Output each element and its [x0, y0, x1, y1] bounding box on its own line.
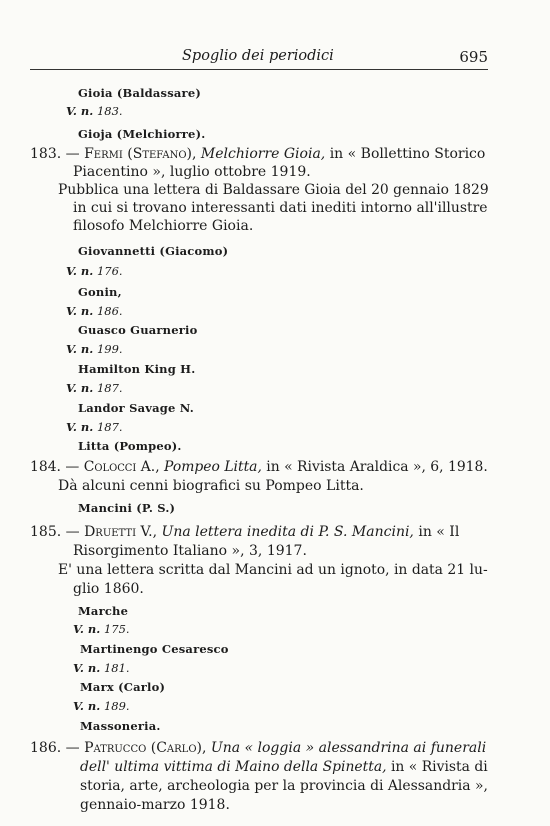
entry-author: Colocci A.,	[83, 459, 160, 475]
subject-heading: Martinengo Cesaresco	[80, 642, 229, 656]
entry-186-line: 186. — Patrucco (Carlo), Una « loggia » alessandrina ai funerali	[30, 740, 487, 756]
cross-reference: V. n. 199.	[66, 342, 123, 356]
page-number: 695	[459, 48, 488, 66]
subject-heading: Landor Savage N.	[78, 401, 194, 415]
entry-184-line: 184. — Colocci A., Pompeo Litta, in « Rivista Araldica », 6, 1918.	[30, 459, 488, 475]
cross-reference: V. n. 181.	[73, 661, 130, 675]
subject-heading: Marx (Carlo)	[80, 680, 166, 694]
entry-186-line: dell' ultima vittima di Maino della Spinetta, in « Rivista di	[80, 759, 488, 775]
entry-author: Fermi (Stefano),	[84, 146, 197, 162]
subject-heading: Massoneria.	[80, 719, 161, 733]
cross-reference: V. n. 176.	[66, 264, 123, 278]
subject-heading: Marche	[78, 604, 129, 618]
entry-title: Melchiorre Gioia,	[200, 146, 326, 162]
subject-heading: Litta (Pompeo).	[78, 439, 182, 453]
subject-heading: Hamilton King H.	[78, 362, 196, 376]
entry-author: Patrucco (Carlo),	[84, 740, 207, 756]
entry-number: 185.	[30, 524, 62, 540]
subject-heading: Guasco Guarnerio	[78, 323, 198, 337]
entry-number: 183.	[30, 146, 62, 162]
entry-author: Druetti V.,	[84, 524, 158, 540]
entry-number: 184.	[30, 459, 61, 475]
subject-heading: Gioia (Baldassare)	[78, 86, 201, 100]
entry-185-line: Risorgimento Italiano », 3, 1917.	[73, 543, 307, 559]
entry-185-description: glio 1860.	[73, 581, 144, 597]
entry-186-line: storia, arte, archeologia per la provincia di Alessandria »,	[80, 778, 488, 794]
cross-reference: V. n. 187.	[66, 381, 123, 395]
entry-title: Una lettera inedita di P. S. Mancini,	[161, 524, 414, 540]
entry-185-description: E' una lettera scritta dal Mancini ad un ignoto, in data 21 lu-	[58, 562, 488, 578]
running-title: Spoglio dei periodici	[182, 48, 334, 64]
entry-title: Pompeo Litta,	[164, 459, 262, 475]
entry-183-description: in cui si trovano interessanti dati inediti intorno all'illustre	[73, 200, 488, 216]
page-header	[30, 48, 488, 70]
entry-number: 186.	[30, 740, 62, 756]
entry-title: dell' ultima vittima di Maino della Spinetta,	[80, 759, 387, 775]
entry-183-description: Pubblica una lettera di Baldassare Gioia del 20 gennaio 1829	[58, 182, 489, 198]
cross-reference: V. n. 187.	[66, 420, 123, 434]
entry-185-line: 185. — Druetti V., Una lettera inedita di P. S. Mancini, in « Il	[30, 524, 460, 540]
cross-reference: V. n. 175.	[73, 622, 130, 636]
subject-heading: Gioja (Melchiorre).	[78, 127, 206, 141]
cross-reference: V. n. 186.	[66, 304, 123, 318]
entry-183-line: Piacentino », luglio ottobre 1919.	[73, 164, 311, 180]
header-rule	[30, 69, 488, 70]
subject-heading: Mancini (P. S.)	[78, 501, 176, 515]
entry-186-line: gennaio-marzo 1918.	[80, 797, 230, 813]
subject-heading: Giovannetti (Giacomo)	[78, 244, 229, 258]
cross-reference: V. n. 183.	[66, 104, 123, 118]
entry-183-description: filosofo Melchiorre Gioia.	[73, 218, 254, 234]
entry-184-description: Dà alcuni cenni biografici su Pompeo Litta.	[58, 478, 364, 494]
subject-heading: Gonin,	[78, 285, 122, 299]
entry-title: Una « loggia » alessandrina ai funerali	[210, 740, 487, 756]
entry-183-line: 183. — Fermi (Stefano), Melchiorre Gioia, in « Bollettino Storico	[30, 146, 486, 162]
cross-reference: V. n. 189.	[73, 699, 130, 713]
